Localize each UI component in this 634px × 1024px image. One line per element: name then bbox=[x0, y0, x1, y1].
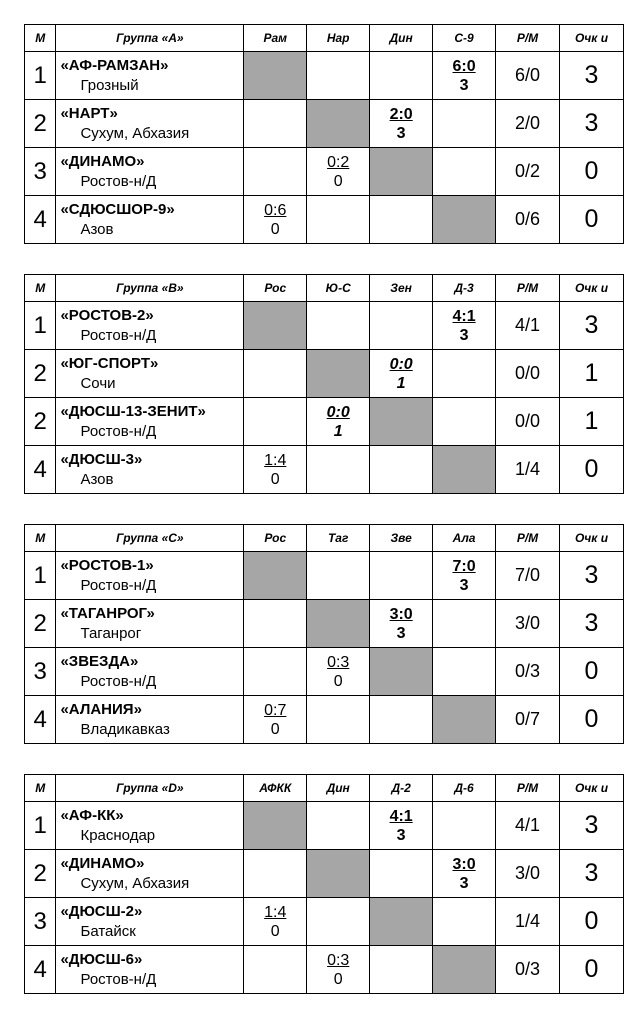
group-table bbox=[24, 274, 624, 494]
match-score: 0:0 bbox=[326, 403, 350, 421]
header-opponent: АФКК bbox=[244, 775, 307, 802]
match-result-cell bbox=[244, 898, 307, 946]
team-cell bbox=[56, 946, 244, 994]
table-row bbox=[25, 898, 624, 946]
team-city: Владикавказ bbox=[80, 720, 170, 738]
header-opponent: Зве bbox=[370, 525, 433, 552]
match-points: 0 bbox=[333, 672, 343, 690]
header-opponent: Дин bbox=[370, 25, 433, 52]
empty-cell bbox=[307, 696, 370, 744]
position-cell: 1 bbox=[25, 802, 56, 850]
self-match-cell bbox=[370, 898, 433, 946]
points-cell: 0 bbox=[559, 446, 623, 494]
points-cell: 3 bbox=[559, 600, 623, 648]
match-result-cell bbox=[433, 552, 496, 600]
match-points: 3 bbox=[396, 124, 406, 142]
match-result-cell bbox=[307, 946, 370, 994]
empty-cell bbox=[433, 100, 496, 148]
empty-cell bbox=[370, 52, 433, 100]
header-opponent: Нар bbox=[307, 25, 370, 52]
match-score: 2:0 bbox=[389, 105, 413, 123]
goals-cell: 1/4 bbox=[496, 446, 560, 494]
header-goals: Р/М bbox=[496, 275, 560, 302]
team-name: «ЮГ-СПОРТ» bbox=[60, 354, 159, 372]
match-points: 1 bbox=[396, 374, 406, 392]
empty-cell bbox=[307, 552, 370, 600]
match-points: 0 bbox=[270, 470, 280, 488]
empty-cell bbox=[433, 648, 496, 696]
position-cell: 3 bbox=[25, 148, 56, 196]
team-name: «ДИНАМО» bbox=[60, 152, 145, 170]
empty-cell bbox=[244, 148, 307, 196]
table-row bbox=[25, 52, 624, 100]
empty-cell bbox=[244, 398, 307, 446]
match-points: 0 bbox=[270, 922, 280, 940]
self-match-cell bbox=[307, 100, 370, 148]
match-score: 3:0 bbox=[389, 605, 413, 623]
empty-cell bbox=[433, 600, 496, 648]
header-opponent: Ю-С bbox=[307, 275, 370, 302]
team-name: «ДЮСШ-6» bbox=[60, 950, 143, 968]
empty-cell bbox=[370, 946, 433, 994]
match-score: 0:3 bbox=[327, 653, 350, 671]
goals-cell: 2/0 bbox=[496, 100, 560, 148]
points-cell: 3 bbox=[559, 52, 623, 100]
match-result-cell bbox=[433, 850, 496, 898]
team-cell bbox=[56, 52, 244, 100]
match-points: 3 bbox=[396, 826, 406, 844]
match-points: 3 bbox=[459, 326, 469, 344]
team-name: «ДИНАМО» bbox=[60, 854, 145, 872]
match-result-cell bbox=[370, 350, 433, 398]
match-result-cell bbox=[370, 600, 433, 648]
match-score: 3:0 bbox=[452, 855, 476, 873]
table-row bbox=[25, 600, 624, 648]
group-table bbox=[24, 524, 624, 744]
match-result-cell bbox=[244, 446, 307, 494]
self-match-cell bbox=[433, 446, 496, 494]
header-opponent: Дин bbox=[307, 775, 370, 802]
team-city: Таганрог bbox=[80, 624, 142, 642]
position-cell: 2 bbox=[25, 600, 56, 648]
self-match-cell bbox=[433, 196, 496, 244]
points-cell: 3 bbox=[559, 100, 623, 148]
self-match-cell bbox=[370, 148, 433, 196]
match-score: 0:6 bbox=[264, 201, 287, 219]
header-row bbox=[25, 775, 624, 802]
points-cell: 0 bbox=[559, 148, 623, 196]
table-row bbox=[25, 696, 624, 744]
header-opponent: Рос bbox=[244, 275, 307, 302]
header-opponent: Д-2 bbox=[370, 775, 433, 802]
empty-cell bbox=[433, 898, 496, 946]
header-pos: М bbox=[25, 275, 56, 302]
goals-cell: 0/3 bbox=[496, 946, 560, 994]
self-match-cell bbox=[370, 398, 433, 446]
header-points: Очк и bbox=[559, 25, 623, 52]
header-pos: М bbox=[25, 775, 56, 802]
match-score: 4:1 bbox=[389, 807, 413, 825]
empty-cell bbox=[433, 148, 496, 196]
goals-cell: 7/0 bbox=[496, 552, 560, 600]
match-result-cell bbox=[370, 802, 433, 850]
match-points: 0 bbox=[270, 220, 280, 238]
group-title: Группа «D» bbox=[56, 775, 244, 802]
match-score: 6:0 bbox=[452, 57, 476, 75]
match-result-cell bbox=[244, 196, 307, 244]
header-opponent: Зен bbox=[370, 275, 433, 302]
group-title: Группа «С» bbox=[56, 525, 244, 552]
goals-cell: 0/2 bbox=[496, 148, 560, 196]
team-city: Сухум, Абхазия bbox=[80, 124, 190, 142]
team-city: Батайск bbox=[80, 922, 136, 940]
self-match-cell bbox=[307, 850, 370, 898]
empty-cell bbox=[244, 648, 307, 696]
match-points: 3 bbox=[396, 624, 406, 642]
team-city: Ростов-н/Д bbox=[80, 326, 157, 344]
group-table bbox=[24, 774, 624, 994]
goals-cell: 4/1 bbox=[496, 802, 560, 850]
empty-cell bbox=[307, 802, 370, 850]
table-row bbox=[25, 802, 624, 850]
match-score: 7:0 bbox=[452, 557, 476, 575]
team-cell bbox=[56, 850, 244, 898]
match-result-cell bbox=[307, 148, 370, 196]
goals-cell: 0/0 bbox=[496, 350, 560, 398]
empty-cell bbox=[433, 802, 496, 850]
header-points: Очк и bbox=[559, 525, 623, 552]
header-pos: М bbox=[25, 525, 56, 552]
header-opponent: Д-3 bbox=[433, 275, 496, 302]
goals-cell: 1/4 bbox=[496, 898, 560, 946]
empty-cell bbox=[433, 398, 496, 446]
team-city: Азов bbox=[80, 470, 114, 488]
header-goals: Р/М bbox=[496, 525, 560, 552]
empty-cell bbox=[307, 302, 370, 350]
team-cell bbox=[56, 446, 244, 494]
team-name: «АФ-РАМЗАН» bbox=[60, 56, 169, 74]
match-points: 0 bbox=[333, 970, 343, 988]
team-city: Азов bbox=[80, 220, 114, 238]
position-cell: 1 bbox=[25, 302, 56, 350]
team-cell bbox=[56, 600, 244, 648]
position-cell: 3 bbox=[25, 648, 56, 696]
team-cell bbox=[56, 696, 244, 744]
team-name: «ДЮСШ-2» bbox=[60, 902, 143, 920]
match-score: 0:2 bbox=[327, 153, 350, 171]
match-points: 0 bbox=[270, 720, 280, 738]
team-city: Грозный bbox=[80, 76, 139, 94]
table-row bbox=[25, 196, 624, 244]
table-row bbox=[25, 100, 624, 148]
empty-cell bbox=[307, 898, 370, 946]
header-pos: М bbox=[25, 25, 56, 52]
empty-cell bbox=[307, 446, 370, 494]
points-cell: 0 bbox=[559, 696, 623, 744]
goals-cell: 4/1 bbox=[496, 302, 560, 350]
position-cell: 4 bbox=[25, 946, 56, 994]
team-cell bbox=[56, 100, 244, 148]
empty-cell bbox=[244, 350, 307, 398]
match-score: 0:0 bbox=[389, 355, 413, 373]
header-opponent: Рос bbox=[244, 525, 307, 552]
goals-cell: 0/6 bbox=[496, 196, 560, 244]
group-table bbox=[24, 24, 624, 244]
points-cell: 3 bbox=[559, 802, 623, 850]
table-row bbox=[25, 850, 624, 898]
position-cell: 4 bbox=[25, 196, 56, 244]
table-row bbox=[25, 552, 624, 600]
match-result-cell bbox=[370, 100, 433, 148]
position-cell: 1 bbox=[25, 52, 56, 100]
header-opponent: Таг bbox=[307, 525, 370, 552]
position-cell: 4 bbox=[25, 696, 56, 744]
goals-cell: 3/0 bbox=[496, 850, 560, 898]
self-match-cell bbox=[433, 946, 496, 994]
goals-cell: 0/7 bbox=[496, 696, 560, 744]
header-opponent: С-9 bbox=[433, 25, 496, 52]
goals-cell: 3/0 bbox=[496, 600, 560, 648]
team-cell bbox=[56, 648, 244, 696]
match-result-cell bbox=[307, 648, 370, 696]
team-name: «РОСТОВ-2» bbox=[60, 306, 154, 324]
table-row bbox=[25, 446, 624, 494]
group-title: Группа «А» bbox=[56, 25, 244, 52]
team-name: «ЗВЕЗДА» bbox=[60, 652, 139, 670]
match-score: 1:4 bbox=[264, 903, 287, 921]
team-cell bbox=[56, 302, 244, 350]
goals-cell: 0/3 bbox=[496, 648, 560, 696]
team-city: Сочи bbox=[80, 374, 116, 392]
team-name: «ТАГАНРОГ» bbox=[60, 604, 155, 622]
table-row bbox=[25, 946, 624, 994]
position-cell: 4 bbox=[25, 446, 56, 494]
team-city: Краснодар bbox=[80, 826, 156, 844]
empty-cell bbox=[433, 350, 496, 398]
points-cell: 3 bbox=[559, 850, 623, 898]
team-name: «ДЮСШ-3» bbox=[60, 450, 143, 468]
empty-cell bbox=[370, 302, 433, 350]
position-cell: 2 bbox=[25, 350, 56, 398]
team-cell bbox=[56, 350, 244, 398]
empty-cell bbox=[307, 52, 370, 100]
points-cell: 0 bbox=[559, 946, 623, 994]
header-opponent: Ала bbox=[433, 525, 496, 552]
team-city: Ростов-н/Д bbox=[80, 422, 157, 440]
empty-cell bbox=[370, 552, 433, 600]
points-cell: 0 bbox=[559, 898, 623, 946]
match-result-cell bbox=[244, 696, 307, 744]
self-match-cell bbox=[244, 302, 307, 350]
header-goals: Р/М bbox=[496, 25, 560, 52]
self-match-cell bbox=[307, 350, 370, 398]
team-cell bbox=[56, 802, 244, 850]
team-name: «АФ-КК» bbox=[60, 806, 124, 824]
header-points: Очк и bbox=[559, 775, 623, 802]
table-row bbox=[25, 148, 624, 196]
team-city: Ростов-н/Д bbox=[80, 970, 157, 988]
team-name: «АЛАНИЯ» bbox=[60, 700, 142, 718]
match-score: 4:1 bbox=[452, 307, 476, 325]
header-points: Очк и bbox=[559, 275, 623, 302]
empty-cell bbox=[370, 850, 433, 898]
empty-cell bbox=[370, 196, 433, 244]
self-match-cell bbox=[433, 696, 496, 744]
self-match-cell bbox=[244, 552, 307, 600]
points-cell: 0 bbox=[559, 648, 623, 696]
goals-cell: 6/0 bbox=[496, 52, 560, 100]
header-row bbox=[25, 275, 624, 302]
header-opponent: Д-6 bbox=[433, 775, 496, 802]
points-cell: 3 bbox=[559, 552, 623, 600]
team-city: Сухум, Абхазия bbox=[80, 874, 190, 892]
points-cell: 1 bbox=[559, 350, 623, 398]
team-cell bbox=[56, 196, 244, 244]
empty-cell bbox=[370, 696, 433, 744]
table-row bbox=[25, 350, 624, 398]
points-cell: 3 bbox=[559, 302, 623, 350]
header-opponent: Рам bbox=[244, 25, 307, 52]
group-title: Группа «В» bbox=[56, 275, 244, 302]
position-cell: 2 bbox=[25, 850, 56, 898]
self-match-cell bbox=[370, 648, 433, 696]
table-row bbox=[25, 398, 624, 446]
match-score: 1:4 bbox=[264, 451, 287, 469]
points-cell: 0 bbox=[559, 196, 623, 244]
self-match-cell bbox=[307, 600, 370, 648]
points-cell: 1 bbox=[559, 398, 623, 446]
self-match-cell bbox=[244, 802, 307, 850]
match-result-cell bbox=[307, 398, 370, 446]
team-cell bbox=[56, 148, 244, 196]
self-match-cell bbox=[244, 52, 307, 100]
table-row bbox=[25, 648, 624, 696]
position-cell: 1 bbox=[25, 552, 56, 600]
header-row bbox=[25, 525, 624, 552]
empty-cell bbox=[307, 196, 370, 244]
team-name: «СДЮСШОР-9» bbox=[60, 200, 175, 218]
table-row bbox=[25, 302, 624, 350]
empty-cell bbox=[244, 850, 307, 898]
empty-cell bbox=[244, 100, 307, 148]
match-result-cell bbox=[433, 302, 496, 350]
team-city: Ростов-н/Д bbox=[80, 672, 157, 690]
team-cell bbox=[56, 898, 244, 946]
match-result-cell bbox=[433, 52, 496, 100]
match-points: 3 bbox=[459, 76, 469, 94]
match-score: 0:7 bbox=[264, 701, 287, 719]
empty-cell bbox=[244, 946, 307, 994]
position-cell: 2 bbox=[25, 398, 56, 446]
team-city: Ростов-н/Д bbox=[80, 576, 157, 594]
match-points: 1 bbox=[333, 422, 343, 440]
team-name: «РОСТОВ-1» bbox=[60, 556, 154, 574]
position-cell: 3 bbox=[25, 898, 56, 946]
team-cell bbox=[56, 398, 244, 446]
header-row bbox=[25, 25, 624, 52]
match-score: 0:3 bbox=[327, 951, 350, 969]
team-name: «ДЮСШ-13-ЗЕНИТ» bbox=[60, 402, 206, 420]
goals-cell: 0/0 bbox=[496, 398, 560, 446]
match-points: 0 bbox=[333, 172, 343, 190]
position-cell: 2 bbox=[25, 100, 56, 148]
empty-cell bbox=[370, 446, 433, 494]
team-cell bbox=[56, 552, 244, 600]
match-points: 3 bbox=[459, 576, 469, 594]
match-points: 3 bbox=[459, 874, 469, 892]
empty-cell bbox=[244, 600, 307, 648]
header-goals: Р/М bbox=[496, 775, 560, 802]
team-name: «НАРТ» bbox=[60, 104, 118, 122]
team-city: Ростов-н/Д bbox=[80, 172, 157, 190]
